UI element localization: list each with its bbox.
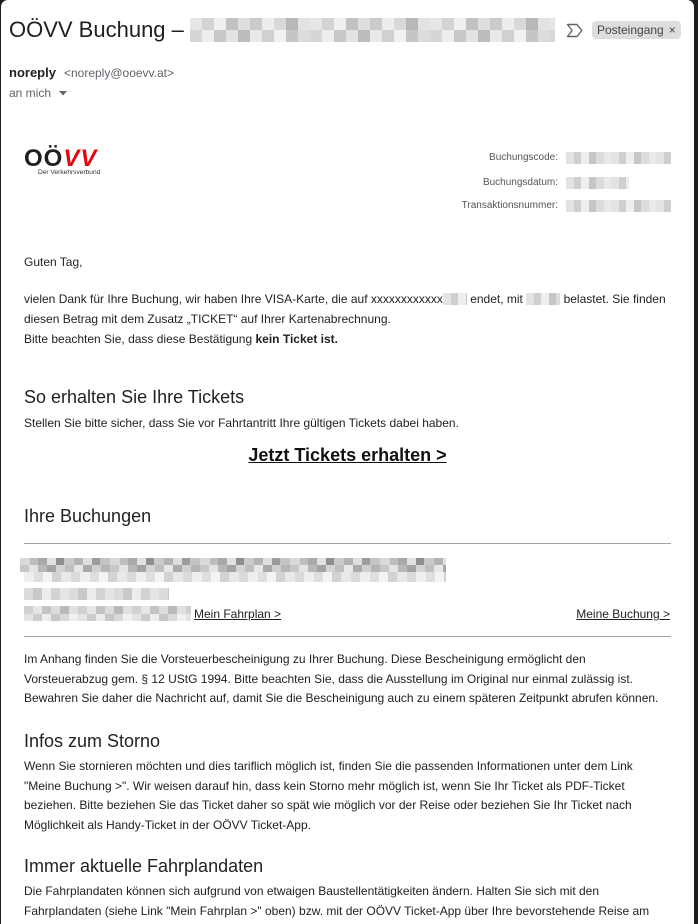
timetable-heading: Immer aktuelle Fahrplandaten: [24, 856, 264, 876]
tickets-text: Stellen Sie bitte sicher, dass Sie vor Fahrtantritt Ihre gültigen Tickets dabei haben.: [24, 416, 459, 430]
vat-line: Bewahren Sie daher die Nachricht auf, damit Sie die Bescheinigung auch zu einem späteren Zeitpunkt abrufen können.: [24, 691, 659, 705]
recipient-dropdown[interactable]: [9, 85, 67, 101]
chevron-down-icon[interactable]: [59, 91, 67, 96]
transaction-number-label: Transaktionsnummer:: [461, 200, 558, 211]
vat-line: Im Anhang finden Sie die Vorsteuerbescheinigung zu Ihrer Buchung. Diese Bescheinigung ermöglicht den: [24, 652, 586, 666]
storno-line: Möglichkeit als Handy-Ticket in der OÖVV Ticket-App.: [24, 817, 311, 832]
logo-tagline: Der Verkehrsverbund: [38, 169, 101, 176]
intro-text: belastet. Sie finden: [560, 292, 666, 306]
timetable-line: Die Fahrplandaten können sich aufgrund von etwaigen Baustellentätigkeiten ändern. Halten Sie sich mit den: [24, 884, 600, 898]
timetable-paragraph: [24, 881, 649, 921]
redacted-transaction-number: [566, 200, 671, 212]
storno-paragraph: [24, 757, 633, 835]
label-chip-text: Posteingang: [597, 23, 664, 37]
sender-line: [9, 64, 174, 82]
sender-name[interactable]: noreply: [9, 65, 56, 80]
redacted-booking-line: [24, 588, 169, 600]
bookings-heading: Ihre Buchungen: [24, 506, 152, 526]
oovv-logo: [24, 147, 104, 177]
redacted-booking-line: [24, 572, 446, 582]
intro-text: endet, mit: [466, 292, 527, 306]
redacted-subject: [190, 18, 555, 42]
redacted-card-digits: [443, 293, 467, 305]
label-chip-inbox[interactable]: [592, 21, 681, 39]
intro-text: vielen Dank für Ihre Buchung, wir haben Ihre VISA-Karte, die auf xxxxxxxxxxxx: [24, 292, 443, 306]
get-tickets-link[interactable]: Jetzt Tickets erhalten >: [248, 445, 447, 465]
logo-letters-red: VV: [63, 145, 98, 172]
timetable-line: Fahrplandaten (siehe Link "Mein Fahrplan >" oben) bzw. mit der OÖVV Ticket-App über Ihre bevorstehende Reise am: [24, 904, 650, 918]
get-tickets-row: [24, 443, 671, 467]
close-icon[interactable]: ×: [668, 23, 676, 37]
storno-line: "Meine Buchung >". Wir weisen darauf hin, dass kein Storno mehr möglich ist, wenn Sie Ihr Ticket als PDF-Ticket: [24, 778, 625, 793]
vat-paragraph: [24, 650, 658, 709]
intro-line-2: diesen Betrag mit dem Zusatz „TICKET“ auf Ihrer Kartenabrechnung.: [24, 312, 391, 326]
greeting: Guten Tag,: [24, 255, 83, 269]
intro-line-3: [24, 329, 666, 349]
redacted-booking-code: [566, 152, 671, 164]
no-ticket-notice: kein Ticket ist.: [255, 332, 338, 346]
booking-date-label: Buchungsdatum:: [482, 177, 558, 188]
logo-letters-dark: OÖ: [24, 145, 64, 172]
storno-line: Wenn Sie stornieren möchten und dies tariflich möglich ist, finden Sie die passenden Informationen unter dem Link: [24, 759, 633, 773]
storno-heading: Infos zum Storno: [24, 731, 161, 751]
divider: [24, 543, 671, 544]
storno-line: beziehen. Bitte beziehen Sie das Ticket daher so spät wie möglich vor der Reise oder beziehen Sie Ihr Ticket nach: [24, 798, 632, 812]
sender-address: <noreply@ooevv.at>: [63, 66, 174, 80]
redacted-amount: [526, 293, 560, 305]
redacted-booking-line: [20, 558, 446, 572]
importance-marker-icon[interactable]: [566, 23, 583, 38]
intro-text: Bitte beachten Sie, dass diese Bestätigung: [24, 332, 256, 346]
email-window: [1, 0, 694, 924]
divider: [24, 636, 671, 637]
email-subject: OÖVV Buchung –: [9, 17, 184, 42]
redacted-booking-date: [566, 177, 629, 189]
tickets-heading: So erhalten Sie Ihre Tickets: [24, 387, 245, 407]
logo-wordmark: [24, 147, 97, 171]
intro-line-1: [24, 289, 666, 309]
intro-paragraph: [24, 289, 666, 349]
my-booking-link[interactable]: Meine Buchung >: [576, 607, 670, 621]
vat-line: Vorsteuerabzug gem. § 12 UStG 1994. Bitte beachten Sie, dass die Ausstellung im Original nur einmal zulässig ist.: [24, 671, 633, 686]
recipient-label: an mich: [9, 86, 52, 100]
redacted-booking-line: [24, 606, 191, 621]
my-timetable-link[interactable]: Mein Fahrplan >: [194, 607, 282, 621]
booking-code-label: Buchungscode:: [489, 152, 558, 163]
